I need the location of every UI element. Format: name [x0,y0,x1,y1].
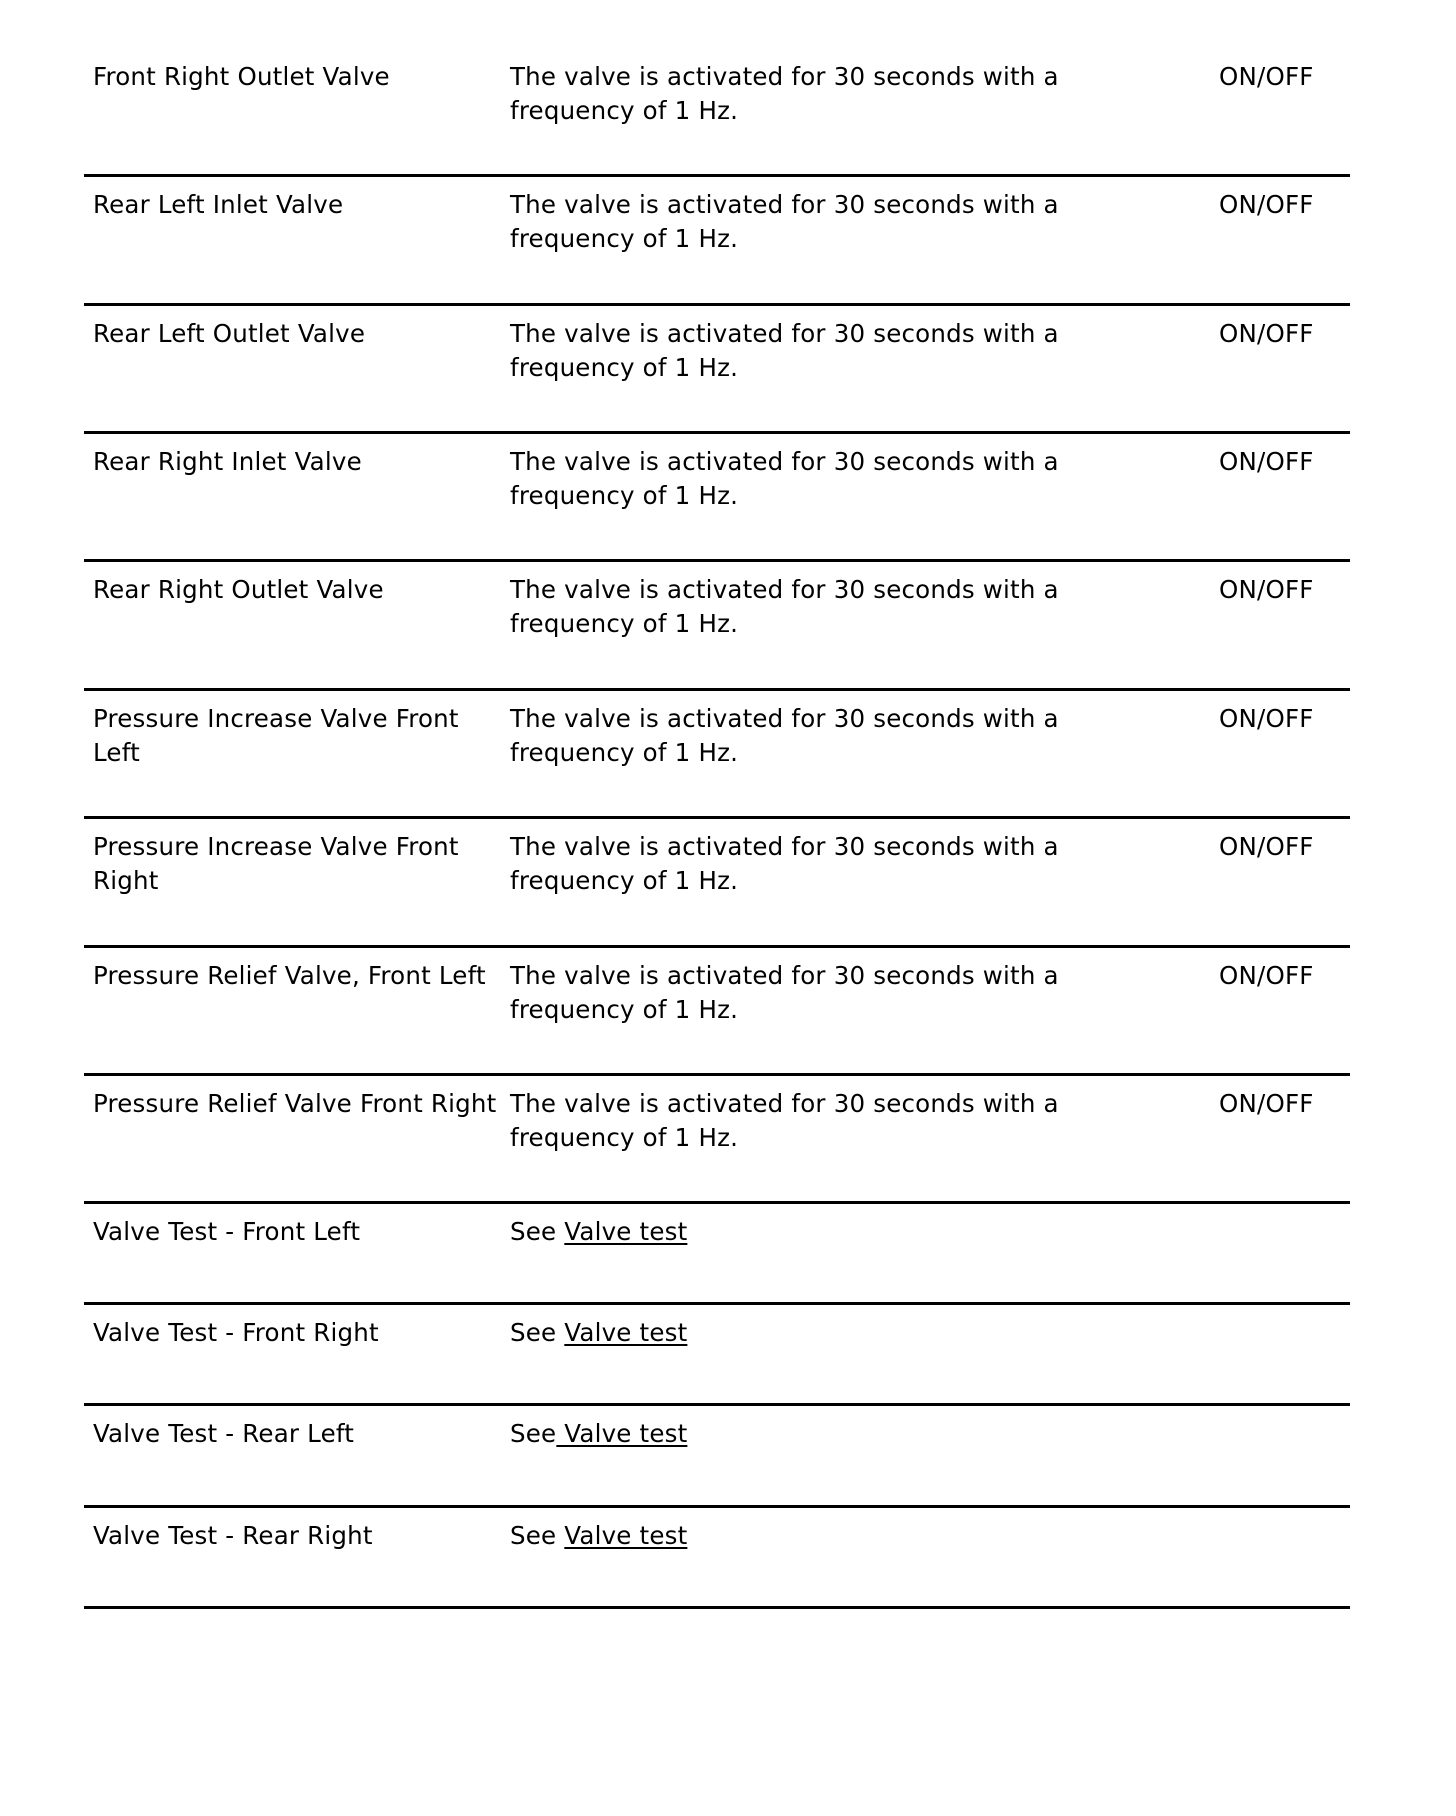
test-description [510,1215,1170,1249]
test-values: ON/OFF [1219,62,1314,91]
component-name: Front Right Outlet Valve [93,62,390,91]
test-description [510,1417,1170,1451]
row-divider [84,431,1350,434]
see-text: See [510,1217,565,1246]
component-name: Valve Test - Front Right [93,1318,379,1347]
test-description: The valve is activated for 30 seconds with a frequency of 1 Hz. [510,961,1059,1024]
row-divider [84,1606,1350,1609]
component-name: Valve Test - Front Left [93,1217,361,1246]
see-text: See [510,1521,565,1550]
see-text: See [510,1419,557,1448]
valve-test-link[interactable]: Valve test [556,1419,688,1448]
test-values: ON/OFF [1219,447,1314,476]
row-divider [84,1073,1350,1076]
component-name: Valve Test - Rear Right [93,1521,373,1550]
row-divider [84,559,1350,562]
test-description: The valve is activated for 30 seconds with a frequency of 1 Hz. [510,447,1059,510]
test-values: ON/OFF [1219,704,1314,733]
test-description: The valve is activated for 30 seconds with a frequency of 1 Hz. [510,319,1059,382]
test-description: The valve is activated for 30 seconds with a frequency of 1 Hz. [510,832,1059,895]
component-name: Rear Left Outlet Valve [93,319,366,348]
test-values: ON/OFF [1219,961,1314,990]
test-description: The valve is activated for 30 seconds with a frequency of 1 Hz. [510,704,1059,767]
valve-test-link[interactable]: Valve test [564,1521,688,1550]
test-values: ON/OFF [1219,190,1314,219]
test-values: ON/OFF [1219,1089,1314,1118]
row-divider [84,1302,1350,1305]
row-divider [84,688,1350,691]
component-name: Pressure Increase Valve Front Left [93,704,459,767]
see-text: See [510,1318,565,1347]
component-name: Pressure Increase Valve Front Right [93,832,459,895]
row-divider [84,1201,1350,1204]
row-divider [84,1403,1350,1406]
component-name: Valve Test - Rear Left [93,1419,355,1448]
test-description: The valve is activated for 30 seconds with a frequency of 1 Hz. [510,1089,1059,1152]
row-divider [84,1505,1350,1508]
valve-test-link[interactable]: Valve test [564,1318,688,1347]
row-divider [84,945,1350,948]
component-name: Rear Right Outlet Valve [93,575,384,604]
test-values: ON/OFF [1219,832,1314,861]
row-divider [84,174,1350,177]
test-description: The valve is activated for 30 seconds with a frequency of 1 Hz. [510,575,1059,638]
component-name: Pressure Relief Valve Front Right [93,1089,497,1118]
test-values: ON/OFF [1219,575,1314,604]
test-description: The valve is activated for 30 seconds with a frequency of 1 Hz. [510,62,1059,125]
row-divider [84,303,1350,306]
test-values: ON/OFF [1219,319,1314,348]
component-name: Pressure Relief Valve, Front Left [93,961,486,990]
valve-test-link[interactable]: Valve test [564,1217,688,1246]
test-description [510,1519,1170,1553]
test-description [510,1316,1170,1350]
test-description: The valve is activated for 30 seconds with a frequency of 1 Hz. [510,190,1059,253]
component-name: Rear Right Inlet Valve [93,447,362,476]
component-name: Rear Left Inlet Valve [93,190,344,219]
row-divider [84,816,1350,819]
